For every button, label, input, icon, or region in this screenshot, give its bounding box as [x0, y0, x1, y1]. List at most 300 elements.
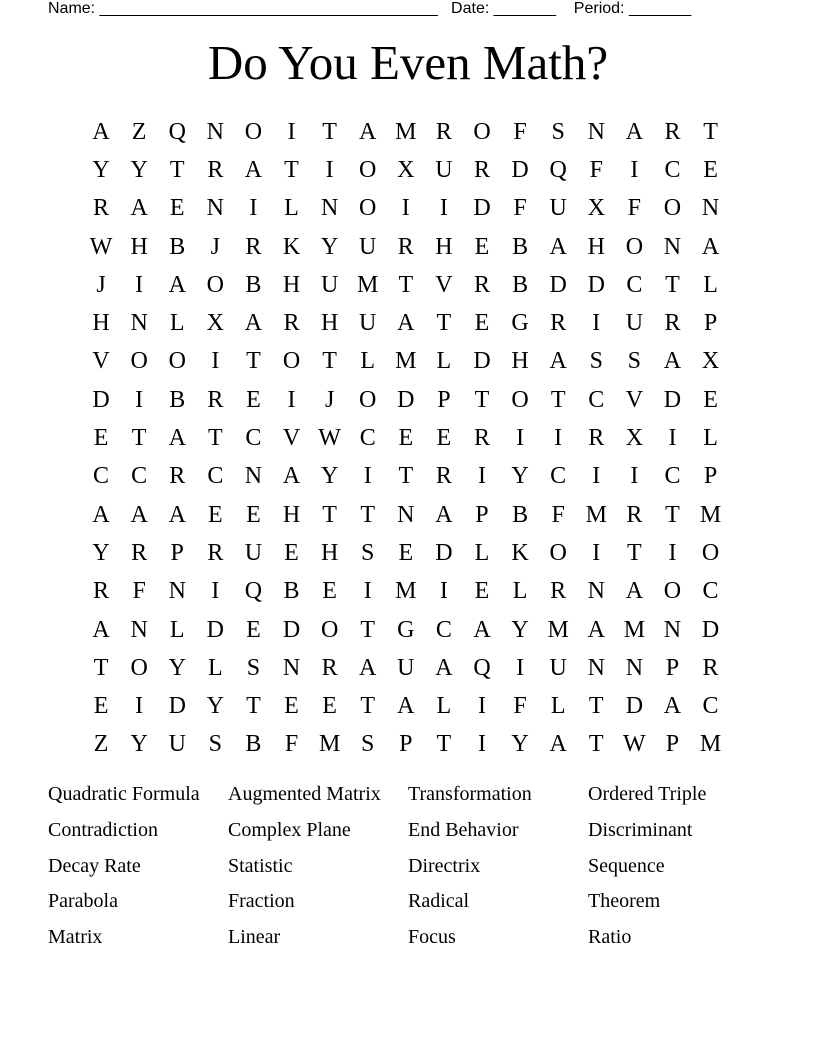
grid-letter: D — [549, 271, 567, 298]
grid-letter: A — [359, 118, 377, 145]
grid-letter: H — [130, 233, 148, 260]
grid-letter: D — [663, 386, 682, 413]
grid-row — [82, 228, 730, 266]
grid-letter: Q — [168, 118, 186, 145]
grid-letter: D — [511, 156, 529, 183]
grid-letter: Y — [92, 156, 110, 183]
grid-letter: A — [625, 118, 644, 145]
grid-letter: N — [663, 616, 682, 643]
grid-letter: A — [663, 693, 682, 720]
grid-letter: I — [554, 425, 563, 452]
grid-letter: Y — [511, 463, 529, 490]
grid-letter: P — [437, 386, 451, 413]
grid-letter: D — [625, 693, 644, 720]
grid-letter: O — [511, 386, 529, 413]
grid-letter: I — [249, 195, 258, 222]
word-list-item: Focus — [408, 926, 456, 949]
grid-letter: L — [169, 616, 185, 643]
grid-letter: A — [435, 501, 453, 528]
grid-letter: U — [359, 233, 377, 260]
grid-letter: A — [587, 616, 605, 643]
grid-letter: Y — [320, 463, 339, 490]
grid-letter: L — [436, 693, 452, 720]
word-list-item: Ratio — [588, 926, 632, 949]
grid-letter: R — [93, 195, 110, 222]
grid-letter: A — [663, 348, 682, 375]
word-search-grid — [82, 113, 730, 764]
grid-letter: B — [512, 271, 529, 298]
grid-letter: I — [363, 463, 372, 490]
grid-letter: I — [668, 539, 677, 566]
grid-letter: C — [245, 425, 262, 452]
grid-letter: U — [435, 156, 453, 183]
word-list-item: Sequence — [588, 854, 665, 877]
grid-letter: P — [170, 539, 184, 566]
grid-letter: N — [206, 195, 224, 222]
grid-letter: E — [398, 539, 414, 566]
grid-letter: D — [473, 195, 491, 222]
grid-letter: R — [550, 578, 567, 605]
grid-letter: I — [477, 463, 486, 490]
grid-letter: O — [320, 616, 339, 643]
grid-letter: R — [473, 425, 490, 452]
grid-letter: F — [513, 195, 527, 222]
grid-row — [82, 419, 730, 457]
grid-letter: I — [135, 271, 144, 298]
grid-letter: R — [664, 118, 681, 145]
grid-letter: Z — [93, 731, 109, 758]
grid-letter: J — [210, 233, 220, 260]
grid-letter: X — [397, 156, 415, 183]
word-list-item: Matrix — [48, 926, 103, 949]
grid-letter: U — [320, 271, 339, 298]
grid-letter: T — [322, 501, 337, 528]
word-list-item: Decay Rate — [48, 854, 141, 877]
grid-letter: A — [625, 578, 644, 605]
grid-letter: W — [318, 425, 341, 452]
grid-letter: T — [436, 731, 452, 758]
grid-letter: R — [207, 156, 224, 183]
grid-letter: B — [512, 233, 529, 260]
grid-row — [82, 573, 730, 611]
grid-letter: Y — [130, 156, 148, 183]
grid-letter: C — [207, 463, 224, 490]
grid-letter: R — [473, 156, 490, 183]
grid-letter: L — [550, 693, 566, 720]
grid-letter: F — [513, 693, 527, 720]
word-list-item: Augmented Matrix — [228, 783, 381, 805]
grid-letter: I — [439, 195, 448, 222]
grid-letter: O — [663, 578, 682, 605]
grid-letter: L — [703, 425, 718, 452]
grid-letter: E — [93, 425, 109, 452]
grid-letter: N — [244, 463, 263, 490]
grid-letter: E — [474, 233, 490, 260]
grid-letter: W — [623, 731, 646, 758]
grid-letter: U — [397, 654, 415, 681]
grid-letter: Y — [511, 731, 529, 758]
grid-letter: M — [318, 731, 341, 758]
grid-letter: O — [549, 539, 567, 566]
grid-letter: V — [92, 348, 110, 375]
grid-letter: M — [395, 348, 417, 375]
grid-letter: H — [320, 539, 339, 566]
grid-letter: Q — [473, 654, 491, 681]
grid-letter: O — [282, 348, 301, 375]
grid-letter: L — [207, 654, 223, 681]
grid-letter: T — [588, 731, 604, 758]
word-list-item: Theorem — [588, 890, 661, 913]
grid-row — [82, 496, 730, 534]
grid-letter: O — [244, 118, 263, 145]
grid-letter: I — [363, 578, 372, 605]
grid-letter: H — [92, 310, 110, 337]
grid-letter: L — [169, 310, 185, 337]
grid-letter: I — [135, 386, 144, 413]
word-list-item: Directrix — [408, 854, 481, 877]
grid-letter: M — [357, 271, 379, 298]
grid-letter: P — [665, 731, 680, 758]
grid-letter: E — [474, 578, 490, 605]
grid-letter: A — [130, 501, 148, 528]
grid-letter: R — [245, 233, 262, 260]
grid-letter: O — [130, 654, 148, 681]
grid-letter: N — [130, 616, 148, 643]
grid-letter: P — [703, 310, 718, 337]
grid-letter: B — [283, 578, 300, 605]
grid-row — [82, 649, 730, 687]
grid-letter: B — [169, 386, 186, 413]
grid-letter: Y — [92, 539, 110, 566]
grid-letter: E — [703, 156, 718, 183]
grid-row — [82, 266, 730, 304]
grid-row — [82, 190, 730, 228]
grid-letter: L — [474, 539, 490, 566]
word-list-item: Linear — [228, 926, 281, 949]
grid-letter: E — [93, 693, 109, 720]
grid-letter: F — [627, 195, 642, 222]
grid-letter: R — [283, 310, 300, 337]
word-list-item: Quadratic Formula — [48, 783, 200, 805]
grid-letter: M — [699, 501, 722, 528]
grid-letter: Y — [511, 616, 529, 643]
grid-letter: O — [359, 156, 377, 183]
grid-letter: Y — [168, 654, 186, 681]
grid-letter: T — [398, 271, 414, 298]
grid-letter: T — [93, 654, 109, 681]
grid-letter: R — [626, 501, 643, 528]
grid-letter: M — [547, 616, 569, 643]
grid-letter: O — [168, 348, 186, 375]
grid-letter: P — [665, 654, 680, 681]
grid-letter: N — [130, 310, 148, 337]
grid-letter: N — [701, 195, 720, 222]
grid-letter: O — [206, 271, 224, 298]
grid-letter: R — [93, 578, 110, 605]
grid-letter: A — [92, 118, 110, 145]
grid-letter: Y — [320, 233, 339, 260]
grid-letter: K — [282, 233, 301, 260]
grid-letter: C — [359, 425, 376, 452]
grid-letter: R — [169, 463, 186, 490]
grid-letter: I — [516, 654, 525, 681]
grid-letter: F — [513, 118, 527, 145]
grid-letter: H — [587, 233, 605, 260]
grid-letter: T — [360, 616, 376, 643]
grid-letter: S — [361, 539, 375, 566]
grid-letter: R — [207, 386, 224, 413]
grid-letter: O — [359, 195, 377, 222]
grid-letter: X — [206, 310, 224, 337]
grid-letter: R — [473, 271, 490, 298]
grid-letter: A — [92, 501, 110, 528]
grid-letter: C — [93, 463, 110, 490]
grid-letter: C — [435, 616, 452, 643]
grid-letter: I — [401, 195, 410, 222]
grid-letter: A — [168, 425, 186, 452]
grid-letter: P — [399, 731, 413, 758]
grid-row — [82, 304, 730, 342]
grid-letter: Z — [131, 118, 147, 145]
grid-letter: C — [626, 271, 643, 298]
grid-letter: T — [703, 118, 718, 145]
word-list-item: Statistic — [228, 854, 293, 877]
grid-letter: X — [625, 425, 644, 452]
grid-letter: A — [435, 654, 453, 681]
grid-letter: A — [397, 693, 415, 720]
grid-letter: F — [551, 501, 565, 528]
word-list-item: Discriminant — [588, 818, 693, 841]
grid-letter: J — [96, 271, 106, 298]
grid-letter: X — [701, 348, 720, 375]
grid-letter: I — [516, 425, 525, 452]
grid-letter: R — [664, 310, 681, 337]
grid-letter: T — [665, 501, 680, 528]
grid-letter: I — [325, 156, 334, 183]
grid-letter: B — [245, 731, 262, 758]
grid-letter: H — [282, 271, 301, 298]
grid-letter: H — [435, 233, 453, 260]
grid-letter: D — [701, 616, 720, 643]
grid-letter: C — [664, 156, 681, 183]
grid-letter: I — [135, 693, 144, 720]
grid-letter: O — [625, 233, 644, 260]
grid-letter: A — [244, 156, 263, 183]
grid-letter: U — [549, 654, 567, 681]
grid-letter: N — [587, 654, 605, 681]
grid-letter: I — [592, 539, 601, 566]
grid-letter: A — [92, 616, 110, 643]
grid-letter: E — [322, 578, 337, 605]
grid-letter: C — [702, 693, 719, 720]
grid-letter: E — [284, 693, 299, 720]
grid-letter: M — [395, 578, 417, 605]
page-title: Do You Even Math? — [207, 35, 609, 90]
grid-letter: U — [359, 310, 377, 337]
grid-letter: I — [477, 731, 486, 758]
grid-letter: M — [395, 118, 417, 145]
grid-letter: T — [360, 501, 376, 528]
grid-letter: E — [246, 386, 261, 413]
grid-letter: M — [623, 616, 646, 643]
grid-letter: I — [211, 578, 220, 605]
grid-row — [82, 687, 730, 725]
grid-letter: Y — [130, 731, 148, 758]
grid-letter: T — [322, 348, 337, 375]
grid-letter: T — [131, 425, 147, 452]
grid-letter: S — [246, 654, 261, 681]
grid-letter: R — [435, 463, 452, 490]
grid-letter: T — [550, 386, 566, 413]
grid-letter: T — [436, 310, 452, 337]
grid-letter: O — [663, 195, 682, 222]
grid-letter: E — [703, 386, 718, 413]
grid-letter: F — [284, 731, 299, 758]
grid-row — [82, 611, 730, 649]
word-list-item: Contradiction — [48, 818, 158, 841]
grid-letter: T — [246, 348, 261, 375]
grid-letter: T — [246, 693, 261, 720]
header-fields: Name: ______________________________________ Date: _______ Period: _______ — [48, 0, 692, 17]
grid-letter: R — [397, 233, 414, 260]
grid-letter: A — [359, 654, 377, 681]
grid-letter: D — [587, 271, 605, 298]
grid-letter: I — [592, 463, 601, 490]
grid-letter: R — [131, 539, 148, 566]
grid-letter: E — [474, 310, 490, 337]
grid-row — [82, 151, 730, 189]
word-list-item: Parabola — [48, 890, 118, 913]
grid-letter: E — [169, 195, 185, 222]
grid-letter: D — [397, 386, 415, 413]
grid-letter: K — [511, 539, 529, 566]
grid-letter: V — [282, 425, 301, 452]
grid-letter: T — [284, 156, 299, 183]
grid-letter: N — [625, 654, 644, 681]
grid-letter: A — [473, 616, 491, 643]
grid-letter: R — [588, 425, 605, 452]
word-list-item: Complex Plane — [228, 818, 351, 841]
grid-letter: S — [208, 731, 222, 758]
grid-letter: L — [703, 271, 718, 298]
word-list-item: Ordered Triple — [588, 783, 707, 805]
grid-letter: A — [168, 501, 186, 528]
grid-letter: I — [668, 425, 677, 452]
grid-letter: J — [324, 386, 335, 413]
word-list — [48, 778, 768, 957]
grid-letter: A — [282, 463, 301, 490]
grid-letter: N — [206, 118, 224, 145]
word-list-item: End Behavior — [408, 818, 519, 841]
grid-letter: M — [585, 501, 607, 528]
word-list-item: Fraction — [228, 890, 295, 913]
grid-letter: I — [211, 348, 220, 375]
grid-letter: N — [587, 118, 605, 145]
grid-letter: D — [206, 616, 224, 643]
grid-letter: N — [282, 654, 301, 681]
grid-letter: I — [439, 578, 448, 605]
grid-letter: S — [551, 118, 565, 145]
grid-letter: U — [625, 310, 644, 337]
grid-letter: L — [436, 348, 452, 375]
grid-row — [82, 726, 730, 764]
grid-letter: I — [592, 310, 601, 337]
grid-letter: O — [701, 539, 720, 566]
grid-letter: N — [663, 233, 682, 260]
grid-letter: X — [587, 195, 605, 222]
grid-letter: D — [473, 348, 491, 375]
grid-letter: O — [130, 348, 148, 375]
grid-letter: A — [397, 310, 415, 337]
grid-letter: R — [702, 654, 719, 681]
grid-letter: C — [550, 463, 567, 490]
grid-letter: G — [511, 310, 529, 337]
grid-letter: B — [245, 271, 262, 298]
grid-letter: E — [398, 425, 414, 452]
grid-letter: H — [511, 348, 529, 375]
grid-letter: T — [474, 386, 490, 413]
grid-letter: U — [244, 539, 263, 566]
grid-row — [82, 343, 730, 381]
grid-row — [82, 458, 730, 496]
grid-letter: M — [699, 731, 722, 758]
grid-letter: N — [168, 578, 186, 605]
grid-letter: W — [89, 233, 113, 260]
grid-letter: A — [549, 233, 567, 260]
grid-letter: D — [168, 693, 186, 720]
grid-letter: E — [207, 501, 223, 528]
grid-letter: S — [589, 348, 603, 375]
grid-row — [82, 381, 730, 419]
grid-letter: E — [246, 501, 261, 528]
grid-letter: T — [588, 693, 604, 720]
grid-letter: R — [321, 654, 338, 681]
grid-letter: A — [168, 271, 186, 298]
grid-letter: T — [207, 425, 223, 452]
word-list-item: Radical — [408, 890, 470, 913]
grid-letter: C — [664, 463, 681, 490]
grid-letter: T — [322, 118, 337, 145]
grid-letter: C — [702, 578, 719, 605]
grid-letter: G — [397, 616, 415, 643]
grid-letter: F — [589, 156, 603, 183]
word-list-item: Transformation — [408, 783, 532, 805]
grid-letter: I — [630, 463, 639, 490]
grid-letter: H — [320, 310, 339, 337]
grid-letter: N — [397, 501, 415, 528]
grid-letter: I — [287, 386, 296, 413]
grid-letter: T — [665, 271, 680, 298]
grid-letter: U — [549, 195, 567, 222]
grid-letter: A — [549, 348, 567, 375]
grid-letter: V — [625, 386, 644, 413]
grid-letter: R — [435, 118, 452, 145]
grid-letter: O — [359, 386, 377, 413]
grid-letter: R — [550, 310, 567, 337]
grid-letter: A — [549, 731, 567, 758]
grid-letter: I — [630, 156, 639, 183]
grid-letter: S — [627, 348, 642, 375]
grid-letter: E — [284, 539, 299, 566]
grid-letter: U — [168, 731, 186, 758]
grid-letter: O — [473, 118, 491, 145]
grid-letter: Y — [206, 693, 224, 720]
grid-letter: E — [322, 693, 337, 720]
grid-letter: H — [282, 501, 301, 528]
grid-letter: C — [131, 463, 148, 490]
grid-letter: T — [627, 539, 642, 566]
grid-letter: L — [360, 348, 376, 375]
